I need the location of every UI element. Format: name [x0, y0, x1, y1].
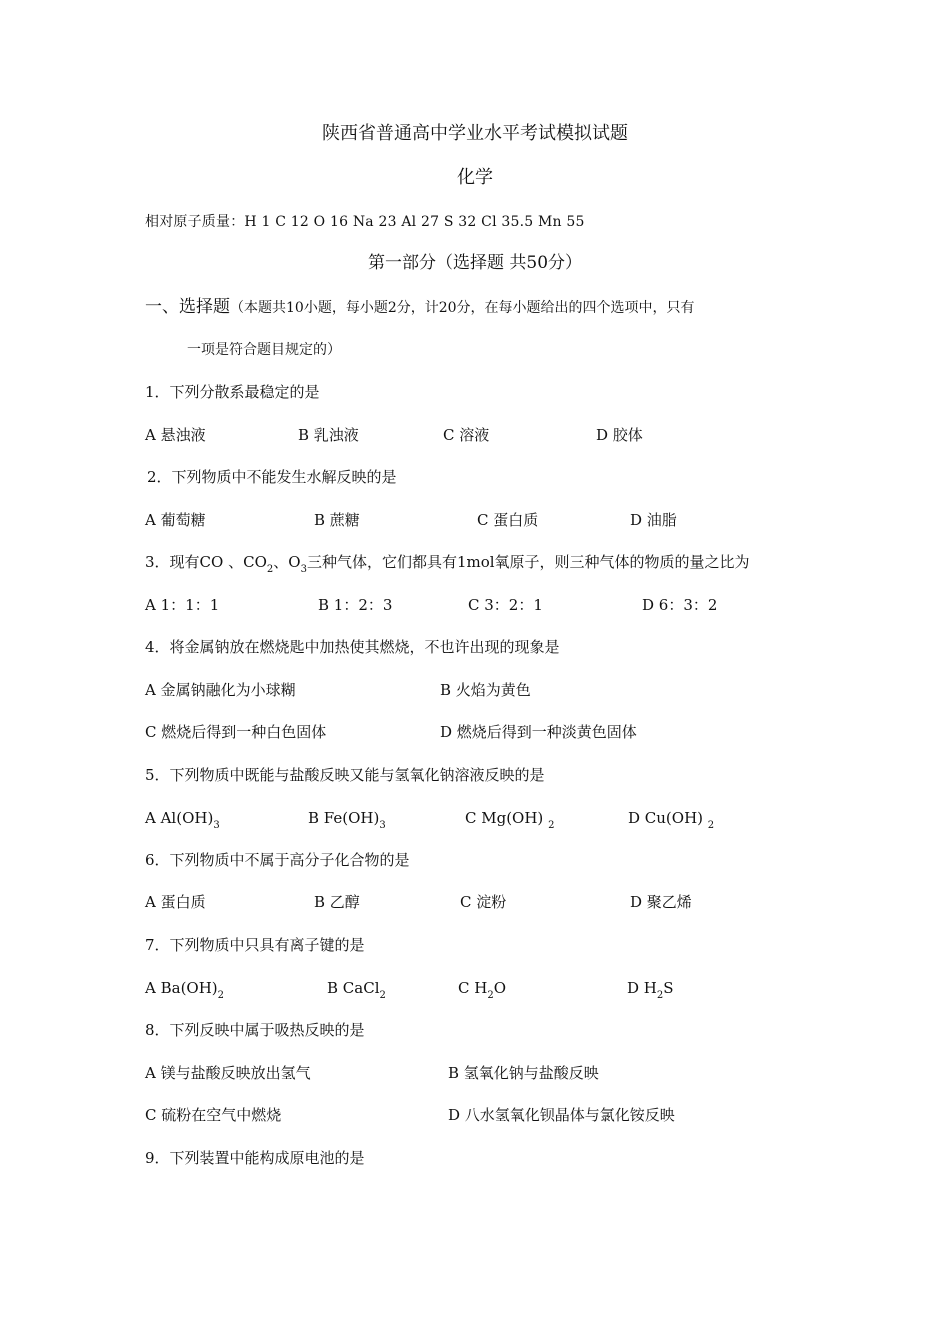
question-stem: 7．下列物质中只具有离子键的是	[145, 936, 365, 954]
option-a: A 金属钠融化为小球糊	[145, 681, 296, 699]
question-stem: 3．现有CO 、$CO_2$、$O_3$三种气体，它们都具有1mol氧原子，则三种气体的物质的量之比为	[145, 553, 750, 575]
option-b: B 乙醇	[314, 893, 360, 911]
option-b: B 1：2：3	[318, 596, 393, 614]
option-b: B CaCl$_2$	[327, 979, 386, 1001]
option-c: C 燃烧后得到一种白色固体	[145, 723, 327, 741]
section-label: 一、选择题	[145, 297, 230, 317]
part-heading: 第一部分（选择题 共50分）	[367, 253, 583, 273]
option-c: C 溶液	[443, 426, 490, 444]
option-a: A 悬浊液	[145, 426, 206, 444]
option-b: B 蔗糖	[314, 511, 360, 529]
option-a: A 1：1：1	[145, 596, 220, 614]
option-a: A $Ba(OH)_2$	[145, 979, 225, 1001]
option-c: C 淀粉	[460, 893, 507, 911]
option-b: B 火焰为黄色	[440, 681, 531, 699]
question-stem: 9．下列装置中能构成原电池的是	[145, 1149, 365, 1167]
option-a: A 镁与盐酸反映放出氢气	[145, 1064, 311, 1082]
subject-title: 化学	[457, 167, 493, 188]
option-d: D 油脂	[630, 511, 677, 529]
option-c: C 蛋白质	[477, 511, 539, 529]
option-d: D 聚乙烯	[630, 893, 692, 911]
atomic-mass-line: 相对原子质量：H 1 C 12 O 16 Na 23 Al 27 S 32 Cl 35.5 Mn 55	[145, 214, 585, 230]
section-note: （本题共10小题，每小题2分，计20分，在每小题给出的四个选项中，只有	[230, 300, 695, 316]
option-d: D 胶体	[596, 426, 643, 444]
question-stem: 6．下列物质中不属于高分子化合物的是	[145, 851, 410, 869]
option-d: D Cu(OH) $_2$	[628, 809, 715, 831]
question-stem: 2．下列物质中不能发生水解反映的是	[147, 468, 397, 486]
option-b: B $Fe(OH)_3$	[308, 809, 386, 831]
section-note-cont: 一项是符合题目规定的）	[187, 342, 341, 358]
option-c: C Mg(OH) $_2$	[465, 809, 555, 831]
option-c: C 3：2：1	[468, 596, 543, 614]
option-d: D 燃烧后得到一种淡黄色固体	[440, 723, 637, 741]
question-stem: 4．将金属钠放在燃烧匙中加热使其燃烧，不也许出现的现象是	[145, 638, 560, 656]
option-a: A $Al(OH)_3$	[145, 809, 220, 831]
option-d: D $H_2S$	[627, 979, 674, 1001]
option-a: A 蛋白质	[145, 893, 206, 911]
option-c: C $H_2O$	[458, 979, 507, 1001]
question-stem: 5．下列物质中既能与盐酸反映又能与氢氧化钠溶液反映的是	[145, 766, 545, 784]
exam-title: 陕西省普通高中学业水平考试模拟试题	[322, 123, 628, 144]
option-c: C 硫粉在空气中燃烧	[145, 1106, 282, 1124]
option-b: B 乳浊液	[298, 426, 359, 444]
option-d: D 6：3：2	[642, 596, 718, 614]
section-heading	[145, 297, 695, 318]
question-stem: 1．下列分散系最稳定的是	[145, 383, 320, 401]
option-b: B 氢氧化钠与盐酸反映	[448, 1064, 599, 1082]
question-stem: 8．下列反映中属于吸热反映的是	[145, 1021, 365, 1039]
option-a: A 葡萄糖	[145, 511, 206, 529]
option-d: D 八水氢氧化钡晶体与氯化铵反映	[448, 1106, 675, 1124]
